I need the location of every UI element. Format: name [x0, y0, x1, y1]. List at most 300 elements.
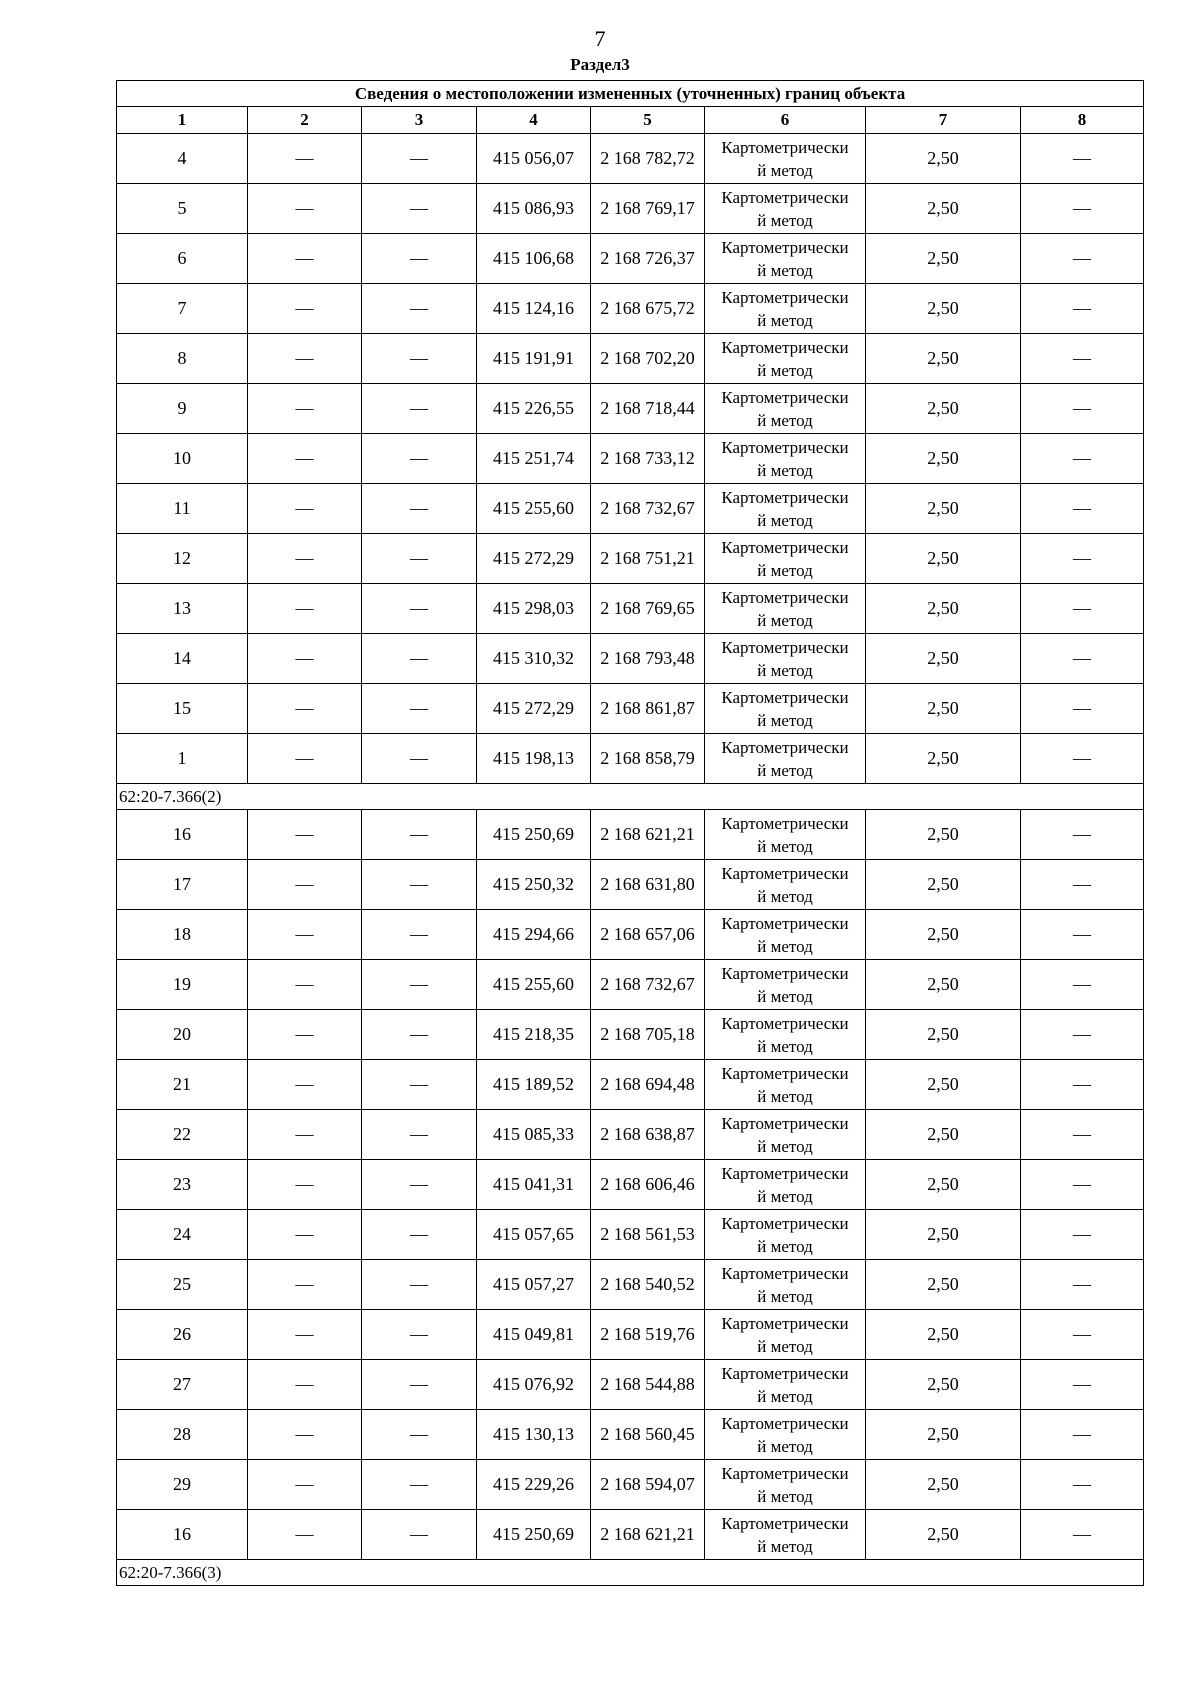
- cell-col8: —: [1021, 134, 1144, 184]
- cell-col2: —: [248, 1510, 362, 1560]
- point-number-cell: 20: [117, 1010, 248, 1060]
- cell-col8: —: [1021, 1510, 1144, 1560]
- accuracy-cell: 2,50: [866, 1210, 1021, 1260]
- accuracy-cell: 2,50: [866, 1460, 1021, 1510]
- cell-col2: —: [248, 860, 362, 910]
- accuracy-cell: 2,50: [866, 1510, 1021, 1560]
- table-row: [117, 960, 1144, 1010]
- x-coordinate-cell: 415 041,31: [477, 1160, 591, 1210]
- table-row: [117, 634, 1144, 684]
- y-coordinate-cell: 2 168 560,45: [591, 1410, 705, 1460]
- point-number-cell: 13: [117, 584, 248, 634]
- accuracy-cell: 2,50: [866, 234, 1021, 284]
- cell-col2: —: [248, 1010, 362, 1060]
- method-cell: [705, 734, 866, 784]
- table-row: [117, 184, 1144, 234]
- table-row: [117, 134, 1144, 184]
- accuracy-cell: 2,50: [866, 684, 1021, 734]
- table-header-row: [117, 107, 1144, 134]
- cell-col2: —: [248, 1360, 362, 1410]
- accuracy-cell: 2,50: [866, 284, 1021, 334]
- method-cell: [705, 1060, 866, 1110]
- cell-col8: —: [1021, 960, 1144, 1010]
- point-number-cell: 9: [117, 384, 248, 434]
- cell-col8: —: [1021, 1360, 1144, 1410]
- cell-col3: —: [362, 534, 477, 584]
- x-coordinate-cell: 415 255,60: [477, 960, 591, 1010]
- cell-col2: —: [248, 810, 362, 860]
- method-line-2: й метод: [757, 1036, 813, 1056]
- cell-col3: —: [362, 434, 477, 484]
- method-line-1: Картометрически: [721, 537, 849, 557]
- point-number-cell: 27: [117, 1360, 248, 1410]
- accuracy-cell: 2,50: [866, 134, 1021, 184]
- method-line-2: й метод: [757, 260, 813, 280]
- method-line-1: Картометрически: [721, 237, 849, 257]
- cell-col3: —: [362, 960, 477, 1010]
- method-cell: [705, 534, 866, 584]
- cell-col2: —: [248, 1260, 362, 1310]
- y-coordinate-cell: 2 168 694,48: [591, 1060, 705, 1110]
- method-cell: [705, 860, 866, 910]
- cell-col2: —: [248, 184, 362, 234]
- cell-col2: —: [248, 384, 362, 434]
- table-row: [117, 234, 1144, 284]
- cell-col8: —: [1021, 1410, 1144, 1460]
- section-title: Раздел3: [570, 55, 630, 74]
- point-number-cell: 4: [117, 134, 248, 184]
- x-coordinate-cell: 415 106,68: [477, 234, 591, 284]
- method-line-2: й метод: [757, 1386, 813, 1406]
- cell-col3: —: [362, 184, 477, 234]
- y-coordinate-cell: 2 168 606,46: [591, 1160, 705, 1210]
- column-header: 4: [477, 107, 591, 134]
- method-cell: [705, 184, 866, 234]
- table-caption: Сведения о местоположении измененных (уточненных) границ объекта: [117, 81, 1144, 107]
- method-line-2: й метод: [757, 1086, 813, 1106]
- point-number-cell: 25: [117, 1260, 248, 1310]
- point-number-cell: 26: [117, 1310, 248, 1360]
- method-line-2: й метод: [757, 1536, 813, 1556]
- cell-col3: —: [362, 1160, 477, 1210]
- x-coordinate-cell: 415 250,69: [477, 1510, 591, 1560]
- y-coordinate-cell: 2 168 769,17: [591, 184, 705, 234]
- cell-col2: —: [248, 1110, 362, 1160]
- method-line-2: й метод: [757, 1336, 813, 1356]
- method-line-2: й метод: [757, 936, 813, 956]
- cell-col8: —: [1021, 910, 1144, 960]
- x-coordinate-cell: 415 218,35: [477, 1010, 591, 1060]
- method-line-1: Картометрически: [721, 737, 849, 757]
- column-header: 2: [248, 107, 362, 134]
- table-row: [117, 584, 1144, 634]
- table-row: [117, 284, 1144, 334]
- accuracy-cell: 2,50: [866, 734, 1021, 784]
- cell-col3: —: [362, 1360, 477, 1410]
- x-coordinate-cell: 415 130,13: [477, 1410, 591, 1460]
- y-coordinate-cell: 2 168 540,52: [591, 1260, 705, 1310]
- method-line-1: Картометрически: [721, 287, 849, 307]
- cell-col3: —: [362, 284, 477, 334]
- accuracy-cell: 2,50: [866, 1110, 1021, 1160]
- cell-col8: —: [1021, 1160, 1144, 1210]
- method-cell: [705, 1360, 866, 1410]
- method-line-2: й метод: [757, 160, 813, 180]
- column-header: 1: [117, 107, 248, 134]
- table-row: [117, 384, 1144, 434]
- group-header-row: [117, 784, 1144, 810]
- method-line-1: Картометрически: [721, 1213, 849, 1233]
- cell-col3: —: [362, 1510, 477, 1560]
- point-number-cell: 15: [117, 684, 248, 734]
- table-row: [117, 860, 1144, 910]
- method-line-2: й метод: [757, 560, 813, 580]
- method-cell: [705, 1110, 866, 1160]
- method-cell: [705, 1210, 866, 1260]
- point-number-cell: 22: [117, 1110, 248, 1160]
- table-row: [117, 334, 1144, 384]
- y-coordinate-cell: 2 168 621,21: [591, 810, 705, 860]
- point-number-cell: 23: [117, 1160, 248, 1210]
- cell-col8: —: [1021, 184, 1144, 234]
- method-line-1: Картометрически: [721, 137, 849, 157]
- cadastral-part-label: 62:20-7.366(3): [117, 1560, 1144, 1586]
- column-header: 6: [705, 107, 866, 134]
- point-number-cell: 11: [117, 484, 248, 534]
- method-line-1: Картометрически: [721, 863, 849, 883]
- point-number-cell: 17: [117, 860, 248, 910]
- method-line-1: Картометрически: [721, 913, 849, 933]
- x-coordinate-cell: 415 226,55: [477, 384, 591, 434]
- group-header-row: [117, 1560, 1144, 1586]
- x-coordinate-cell: 415 255,60: [477, 484, 591, 534]
- cell-col8: —: [1021, 1060, 1144, 1110]
- y-coordinate-cell: 2 168 631,80: [591, 860, 705, 910]
- y-coordinate-cell: 2 168 561,53: [591, 1210, 705, 1260]
- column-header: 3: [362, 107, 477, 134]
- table-row: [117, 1210, 1144, 1260]
- y-coordinate-cell: 2 168 519,76: [591, 1310, 705, 1360]
- table-caption-row: [117, 81, 1144, 107]
- accuracy-cell: 2,50: [866, 384, 1021, 434]
- cell-col8: —: [1021, 1460, 1144, 1510]
- y-coordinate-cell: 2 168 705,18: [591, 1010, 705, 1060]
- table-row: [117, 1460, 1144, 1510]
- cell-col3: —: [362, 384, 477, 434]
- method-cell: [705, 910, 866, 960]
- cell-col2: —: [248, 234, 362, 284]
- method-cell: [705, 134, 866, 184]
- cell-col8: —: [1021, 234, 1144, 284]
- method-line-1: Картометрически: [721, 337, 849, 357]
- method-line-1: Картометрически: [721, 1263, 849, 1283]
- cell-col3: —: [362, 1410, 477, 1460]
- point-number-cell: 16: [117, 810, 248, 860]
- column-header: 5: [591, 107, 705, 134]
- accuracy-cell: 2,50: [866, 484, 1021, 534]
- x-coordinate-cell: 415 191,91: [477, 334, 591, 384]
- method-cell: [705, 484, 866, 534]
- point-number-cell: 6: [117, 234, 248, 284]
- method-line-1: Картометрически: [721, 1413, 849, 1433]
- boundary-coordinates-table: [116, 80, 1144, 1586]
- cell-col8: —: [1021, 684, 1144, 734]
- method-line-2: й метод: [757, 660, 813, 680]
- cell-col3: —: [362, 584, 477, 634]
- method-cell: [705, 434, 866, 484]
- page-number: 7: [594, 26, 606, 51]
- cell-col3: —: [362, 1260, 477, 1310]
- cell-col2: —: [248, 1210, 362, 1260]
- point-number-cell: 1: [117, 734, 248, 784]
- table-row: [117, 1410, 1144, 1460]
- method-line-1: Картометрически: [721, 687, 849, 707]
- method-cell: [705, 1010, 866, 1060]
- cell-col8: —: [1021, 284, 1144, 334]
- cell-col2: —: [248, 584, 362, 634]
- method-line-1: Картометрически: [721, 1013, 849, 1033]
- x-coordinate-cell: 415 124,16: [477, 284, 591, 334]
- method-line-2: й метод: [757, 760, 813, 780]
- method-line-2: й метод: [757, 1286, 813, 1306]
- method-line-2: й метод: [757, 836, 813, 856]
- cell-col2: —: [248, 960, 362, 1010]
- cell-col2: —: [248, 1410, 362, 1460]
- table-row: [117, 1310, 1144, 1360]
- method-line-2: й метод: [757, 1136, 813, 1156]
- method-line-1: Картометрически: [721, 587, 849, 607]
- cell-col3: —: [362, 134, 477, 184]
- cadastral-part-label: 62:20-7.366(2): [117, 784, 1144, 810]
- method-line-2: й метод: [757, 310, 813, 330]
- y-coordinate-cell: 2 168 726,37: [591, 234, 705, 284]
- method-cell: [705, 1460, 866, 1510]
- cell-col2: —: [248, 134, 362, 184]
- x-coordinate-cell: 415 049,81: [477, 1310, 591, 1360]
- y-coordinate-cell: 2 168 782,72: [591, 134, 705, 184]
- accuracy-cell: 2,50: [866, 910, 1021, 960]
- accuracy-cell: 2,50: [866, 1160, 1021, 1210]
- method-cell: [705, 1160, 866, 1210]
- column-header: 7: [866, 107, 1021, 134]
- cell-col2: —: [248, 434, 362, 484]
- cell-col8: —: [1021, 1260, 1144, 1310]
- cell-col2: —: [248, 334, 362, 384]
- x-coordinate-cell: 415 250,69: [477, 810, 591, 860]
- point-number-cell: 21: [117, 1060, 248, 1110]
- cell-col2: —: [248, 1310, 362, 1360]
- method-cell: [705, 960, 866, 1010]
- method-line-2: й метод: [757, 610, 813, 630]
- method-cell: [705, 234, 866, 284]
- cell-col3: —: [362, 1310, 477, 1360]
- cell-col2: —: [248, 534, 362, 584]
- point-number-cell: 18: [117, 910, 248, 960]
- cell-col8: —: [1021, 384, 1144, 434]
- x-coordinate-cell: 415 250,32: [477, 860, 591, 910]
- y-coordinate-cell: 2 168 793,48: [591, 634, 705, 684]
- y-coordinate-cell: 2 168 594,07: [591, 1460, 705, 1510]
- cell-col3: —: [362, 810, 477, 860]
- cell-col3: —: [362, 234, 477, 284]
- cell-col2: —: [248, 284, 362, 334]
- cell-col8: —: [1021, 1310, 1144, 1360]
- method-cell: [705, 1410, 866, 1460]
- table-row: [117, 434, 1144, 484]
- accuracy-cell: 2,50: [866, 810, 1021, 860]
- x-coordinate-cell: 415 229,26: [477, 1460, 591, 1510]
- table-row: [117, 1010, 1144, 1060]
- accuracy-cell: 2,50: [866, 1310, 1021, 1360]
- table-row: [117, 1360, 1144, 1410]
- method-line-1: Картометрически: [721, 1463, 849, 1483]
- y-coordinate-cell: 2 168 751,21: [591, 534, 705, 584]
- y-coordinate-cell: 2 168 544,88: [591, 1360, 705, 1410]
- cell-col8: —: [1021, 860, 1144, 910]
- cell-col3: —: [362, 860, 477, 910]
- x-coordinate-cell: 415 310,32: [477, 634, 591, 684]
- accuracy-cell: 2,50: [866, 334, 1021, 384]
- cell-col2: —: [248, 1160, 362, 1210]
- method-line-1: Картометрически: [721, 813, 849, 833]
- point-number-cell: 16: [117, 1510, 248, 1560]
- method-cell: [705, 1310, 866, 1360]
- y-coordinate-cell: 2 168 718,44: [591, 384, 705, 434]
- method-line-1: Картометрически: [721, 1513, 849, 1533]
- accuracy-cell: 2,50: [866, 1060, 1021, 1110]
- cell-col8: —: [1021, 734, 1144, 784]
- method-line-1: Картометрически: [721, 1363, 849, 1383]
- y-coordinate-cell: 2 168 732,67: [591, 960, 705, 1010]
- cell-col3: —: [362, 634, 477, 684]
- cell-col8: —: [1021, 584, 1144, 634]
- table-row: [117, 684, 1144, 734]
- method-line-2: й метод: [757, 1186, 813, 1206]
- y-coordinate-cell: 2 168 702,20: [591, 334, 705, 384]
- x-coordinate-cell: 415 272,29: [477, 534, 591, 584]
- method-cell: [705, 334, 866, 384]
- y-coordinate-cell: 2 168 769,65: [591, 584, 705, 634]
- cell-col2: —: [248, 1460, 362, 1510]
- cell-col8: —: [1021, 434, 1144, 484]
- table-row: [117, 1260, 1144, 1310]
- cell-col8: —: [1021, 534, 1144, 584]
- cell-col3: —: [362, 1010, 477, 1060]
- point-number-cell: 14: [117, 634, 248, 684]
- cell-col2: —: [248, 484, 362, 534]
- method-line-1: Картометрически: [721, 1113, 849, 1133]
- cell-col8: —: [1021, 634, 1144, 684]
- point-number-cell: 7: [117, 284, 248, 334]
- y-coordinate-cell: 2 168 861,87: [591, 684, 705, 734]
- cell-col8: —: [1021, 1110, 1144, 1160]
- x-coordinate-cell: 415 251,74: [477, 434, 591, 484]
- method-line-2: й метод: [757, 460, 813, 480]
- cell-col3: —: [362, 1060, 477, 1110]
- y-coordinate-cell: 2 168 733,12: [591, 434, 705, 484]
- x-coordinate-cell: 415 298,03: [477, 584, 591, 634]
- table-row: [117, 734, 1144, 784]
- method-line-2: й метод: [757, 1436, 813, 1456]
- cell-col3: —: [362, 734, 477, 784]
- table-row: [117, 810, 1144, 860]
- column-header: 8: [1021, 107, 1144, 134]
- cell-col3: —: [362, 910, 477, 960]
- cell-col2: —: [248, 734, 362, 784]
- accuracy-cell: 2,50: [866, 1010, 1021, 1060]
- accuracy-cell: 2,50: [866, 184, 1021, 234]
- cell-col2: —: [248, 1060, 362, 1110]
- method-line-1: Картометрически: [721, 1063, 849, 1083]
- y-coordinate-cell: 2 168 858,79: [591, 734, 705, 784]
- x-coordinate-cell: 415 272,29: [477, 684, 591, 734]
- method-line-2: й метод: [757, 510, 813, 530]
- accuracy-cell: 2,50: [866, 1410, 1021, 1460]
- cell-col8: —: [1021, 484, 1144, 534]
- method-line-1: Картометрически: [721, 1313, 849, 1333]
- method-line-1: Картометрически: [721, 1163, 849, 1183]
- accuracy-cell: 2,50: [866, 960, 1021, 1010]
- method-line-2: й метод: [757, 986, 813, 1006]
- table-body: [117, 134, 1144, 1586]
- accuracy-cell: 2,50: [866, 634, 1021, 684]
- method-line-1: Картометрически: [721, 487, 849, 507]
- x-coordinate-cell: 415 294,66: [477, 910, 591, 960]
- table-row: [117, 1510, 1144, 1560]
- x-coordinate-cell: 415 076,92: [477, 1360, 591, 1410]
- method-line-2: й метод: [757, 886, 813, 906]
- accuracy-cell: 2,50: [866, 860, 1021, 910]
- cell-col3: —: [362, 1460, 477, 1510]
- y-coordinate-cell: 2 168 675,72: [591, 284, 705, 334]
- method-cell: [705, 1260, 866, 1310]
- cell-col2: —: [248, 684, 362, 734]
- method-cell: [705, 634, 866, 684]
- table-row: [117, 1160, 1144, 1210]
- x-coordinate-cell: 415 057,65: [477, 1210, 591, 1260]
- x-coordinate-cell: 415 057,27: [477, 1260, 591, 1310]
- method-line-1: Картометрически: [721, 637, 849, 657]
- point-number-cell: 8: [117, 334, 248, 384]
- x-coordinate-cell: 415 056,07: [477, 134, 591, 184]
- y-coordinate-cell: 2 168 657,06: [591, 910, 705, 960]
- method-line-2: й метод: [757, 710, 813, 730]
- cell-col8: —: [1021, 1210, 1144, 1260]
- point-number-cell: 19: [117, 960, 248, 1010]
- x-coordinate-cell: 415 086,93: [477, 184, 591, 234]
- accuracy-cell: 2,50: [866, 1260, 1021, 1310]
- cell-col3: —: [362, 684, 477, 734]
- x-coordinate-cell: 415 085,33: [477, 1110, 591, 1160]
- method-cell: [705, 810, 866, 860]
- y-coordinate-cell: 2 168 732,67: [591, 484, 705, 534]
- table-row: [117, 1060, 1144, 1110]
- cell-col3: —: [362, 334, 477, 384]
- method-line-2: й метод: [757, 210, 813, 230]
- table-row: [117, 484, 1144, 534]
- method-cell: [705, 584, 866, 634]
- method-cell: [705, 684, 866, 734]
- method-cell: [705, 284, 866, 334]
- method-line-1: Картометрически: [721, 963, 849, 983]
- method-line-2: й метод: [757, 410, 813, 430]
- x-coordinate-cell: 415 198,13: [477, 734, 591, 784]
- cell-col2: —: [248, 634, 362, 684]
- accuracy-cell: 2,50: [866, 1360, 1021, 1410]
- method-line-2: й метод: [757, 1236, 813, 1256]
- point-number-cell: 28: [117, 1410, 248, 1460]
- cell-col3: —: [362, 1110, 477, 1160]
